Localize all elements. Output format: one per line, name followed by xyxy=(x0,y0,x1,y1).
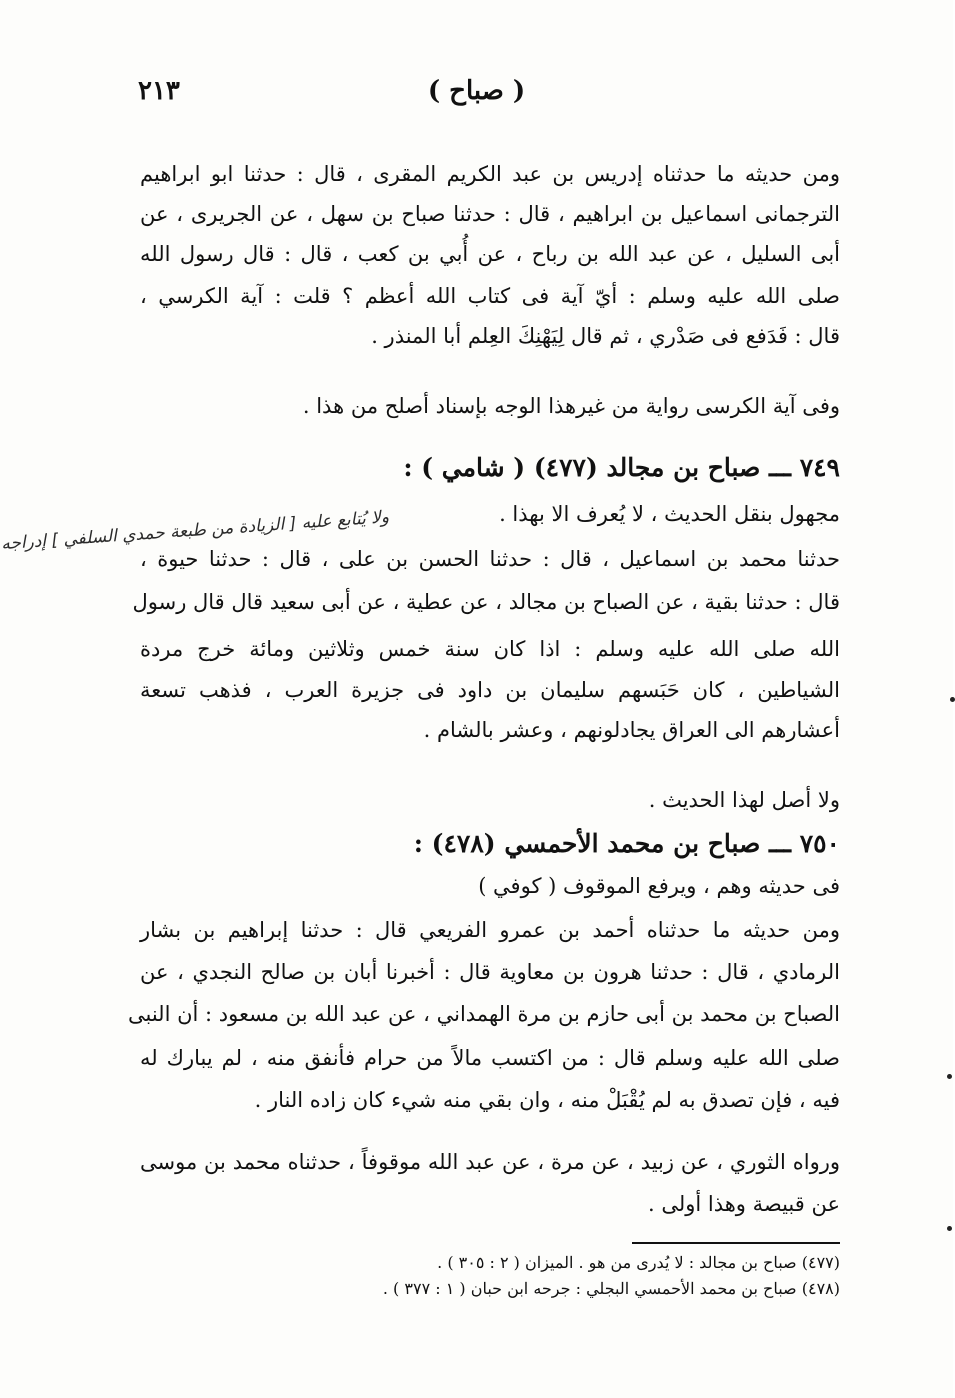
text-line: الصباح بن محمد بن أبى حازم بن مرة الهمداني ، عن عبد الله بن مسعود : أن النبى xyxy=(128,1002,840,1026)
text-line: قال : فَدَفع فى صَدْري ، ثم قال لِيَهْنِكَ العِلم أبا المنذر . xyxy=(371,324,840,348)
text-line: صلى الله عليه وسلم : أيّ آية فى كتاب الله أعظم ؟ قلت : آية الكرسي ، xyxy=(140,284,840,308)
entry-heading-749: ٧٤٩ ـــ صباح بن مجالد (٤٧٧) ( شامي ) : xyxy=(403,453,840,482)
narrator-status: مجهول بنقل الحديث ، لا يُعرف الا بهذا . xyxy=(499,502,840,526)
footnote-divider xyxy=(632,1242,840,1244)
entry-comment: ولا أصل لهذا الحديث . xyxy=(648,788,840,812)
narrator-status: فى حديثه وهم ، ويرفع الموقوف ( كوفي ) xyxy=(478,874,840,898)
text-line: أبى السليل ، عن عبد الله بن رباح ، عن أُبي بن كعب ، قال : قال رسول الله xyxy=(140,242,840,266)
margin-dot xyxy=(950,697,955,702)
text-line: فيه ، فإن تصدق به لم يُقْبَلْ منه ، وان بقي منه شيء كان زاده النار . xyxy=(254,1088,840,1112)
margin-dot xyxy=(947,1226,952,1231)
entry-heading-750: ٧٥٠ ـــ صباح بن محمد الأحمسي (٤٧٨) : xyxy=(413,829,840,858)
handwritten-annotation: ولا يُتابع عليه [ الزيادة من طبعة حمدي السلفي ] إدراجه xyxy=(0,507,390,555)
text-line: صلى الله عليه وسلم قال : من اكتسب مالاً من حرام فأنفق منه ، لم يبارك له xyxy=(140,1046,840,1070)
text-line: قال : حدثنا بقية ، عن الصباح بن مجالد ، عن عطية ، عن أبى سعيد قال قال رسول xyxy=(132,590,840,614)
page-number: ٢١٣ xyxy=(138,76,180,106)
margin-dot xyxy=(947,1074,952,1079)
text-line: حدثنا محمد بن اسماعيل ، قال : حدثنا الحسن بن على ، قال : حدثنا حيوة ، xyxy=(140,547,840,571)
text-line: الله صلى الله عليه وسلم : اذا كان سنة خمس وثلاثين ومائة خرج مردة xyxy=(140,637,840,661)
text-line: ورواه الثوري ، عن زبيد ، عن مرة ، عن عبد الله موقوفاً ، حدثناه محمد بن موسى xyxy=(140,1150,840,1174)
text-line: الشياطين ، كان حَبَسهم سليمان بن داود فى جزيرة العرب ، فذهب تسعة xyxy=(140,678,840,702)
running-header: ( صباح ) xyxy=(427,76,526,106)
text-line: أعشارهم الى العراق يجادلونهم ، وعشر بالشام . xyxy=(423,718,840,742)
text-line: ومن حديثه ما حدثناه أحمد بن عمرو الفريعي قال : حدثنا إبراهيم بن بشار xyxy=(140,918,840,942)
footnote: (٤٧٧) صباح بن مجالد : لا يُدرى من هو . الميزان ( ٢ : ٣٠٥ ) . xyxy=(437,1253,840,1272)
text-line: ومن حديثه ما حدثناه إدريس بن عبد الكريم المقرى ، قال : حدثنا ابو ابراهيم xyxy=(140,162,840,186)
text-line: الترجمانى اسماعيل بن ابراهيم ، قال : حدثنا صباح بن سهل ، عن الجريرى ، عن xyxy=(140,202,840,226)
text-line: وفى آية الكرسى رواية من غيرهذا الوجه بإسناد أصلح من هذا . xyxy=(302,394,840,418)
text-line: عن قبيصة وهذا أولى . xyxy=(647,1192,840,1216)
footnote: (٤٧٨) صباح بن محمد الأحمسي البجلي : جرحه ابن حبان ( ١ : ٣٧٧ ) . xyxy=(382,1279,840,1298)
text-line: الرمادي ، قال : حدثنا هرون بن معاوية قال : أخبرنا أبان بن صالح النجدي ، عن xyxy=(140,960,840,984)
